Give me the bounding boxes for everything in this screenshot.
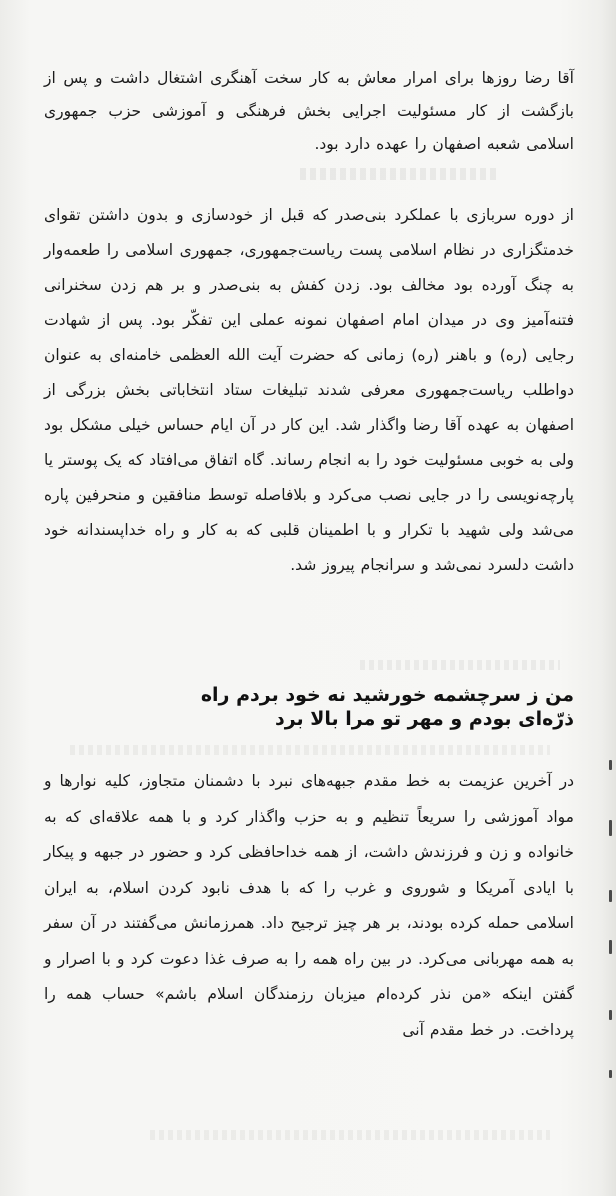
bleed-through-text: [70, 745, 550, 755]
adjacent-page-edge-marks: [602, 760, 612, 1090]
poem-line-2: ذرّه‌ای بودم و مهر تو مرا بالا برد: [274, 708, 574, 730]
poem-line-1: من ز سرچشمه خورشید نه خود بردم راه: [200, 684, 574, 706]
paragraph-2: از دوره سربازی با عملکرد بنی‌صدر که قبل از خودسازی و بدون داشتن تقوای خدمتگزاری در نظام اسلامی پست ریاست‌جمهوری، جمهوری اسلامی را طعمه‌وار به چنگ آورده بود مخالف بود. زدن کفش به بنی‌صدر و بر هم زدن سخنرانی فتنه‌آمیز وی در میدان امام اصفهان نمونه عملی این تفکّر بود. پس از شهادت رجایی (ره) و باهنر (ره) زمانی که حضرت آیت الله العظمی خامنه‌ای به عنوان دواطلب ریاست‌جمهوری معرفی شدند تبلیغات ستاد انتخاباتی بخش بزرگی از اصفهان به عهده آقا رضا واگذار شد. این کار در آن ایام حساس خیلی مشکل بود ولی به خوبی مسئولیت خود را به انجام رساند. گاه اتفاق می‌افتاد که یک پوستر یا پارچه‌نویسی را در جایی نصب می‌کرد و بلافاصله توسط منافقین و منحرفین پاره می‌شد ولی شهید با تکرار و با اطمینان قلبی که به کار و راه خداپسندانه خود داشت دلسرد نمی‌شد و سرانجام پیروز شد.: [44, 206, 574, 574]
bleed-through-text: [300, 168, 500, 180]
paragraph-3: در آخرین عزیمت به خط مقدم جبهه‌های نبرد با دشمنان متجاوز، کلیه نوارها و مواد آموزشی را سریعاً تنظیم و به حزب واگذار کرد و با همه علاقه‌ای که به خانواده و زن و فرزندش داشت، از همه خداحافظی کرد و حضور در جبهه و پیکار با ایادی آمریکا و شوروی و غرب را که با هدف نابود کردن اسلام، به ایران اسلامی حمله کرده بودند، بر هر چیز ترجیح داد. همرزمانش می‌گفتند در آن سفر به همه مهربانی می‌کرد. در بین راه همه را به صرف غذا دعوت کرد و با اصرار و گفتن اینکه «من نذر کرده‌ام میزبان رزمندگان اسلام باشم» حساب همه را پرداخت. در خط مقدم آنی: [44, 772, 574, 1039]
bleed-through-text: [150, 1130, 550, 1140]
paragraph-1: آقا رضا روزها برای امرار معاش به کار سخت آهنگری اشتغال داشت و پس از بازگشت از کار مسئولیت اجرایی بخش فرهنگی و آموزشی حزب جمهوری اسلامی شعبه اصفهان را عهده دارد بود.: [44, 69, 574, 153]
bleed-through-text: [360, 660, 560, 670]
